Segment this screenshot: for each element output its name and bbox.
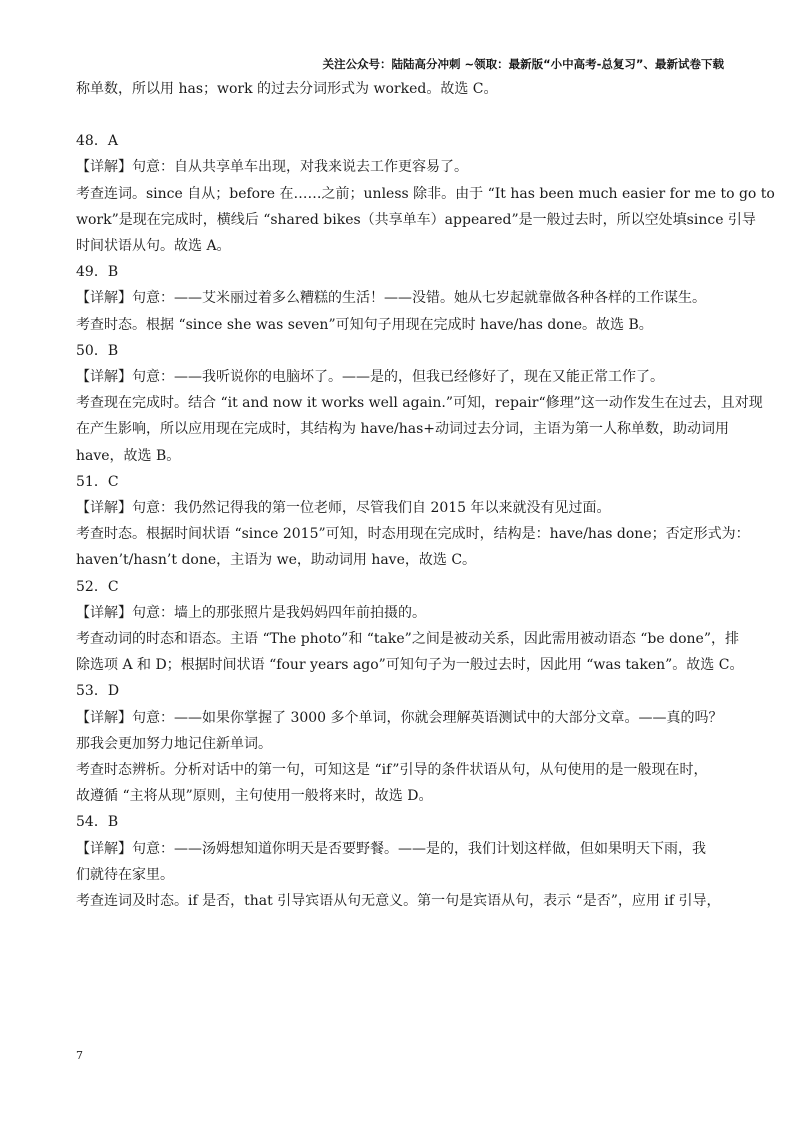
text-line: 考查时态。根据 “since she was seven”可知句子用现在完成时 have/has done。故选 B。 [76, 316, 653, 333]
text-line: 【详解】句意：——我听说你的电脑坏了。——是的，但我已经修好了，现在又能正常工作了。 [76, 369, 664, 386]
text-line: 故遵循 “主将从现”原则，主句使用一般将来时，故选 D。 [76, 788, 433, 805]
text-line: 考查连词。since 自从；before 在……之前；unless 除非。由于 “It has been much easier for me to go to [76, 185, 775, 202]
text-line: 【详解】句意：——如果你掌握了 3000 多个单词，你就会理解英语测试中的大部分文章。——真的吗？ [76, 709, 723, 726]
question-number: 51．C [76, 473, 119, 490]
page-header-banner: 关注公众号：陆陆高分冲刺 ~领取：最新版“小中高考-总复习”、最新试卷下载 [322, 57, 724, 71]
text-line: 时间状语从句。故选 A。 [76, 238, 231, 255]
text-line: 考查现在完成时。结合 “it and now it works well again.”可知，repair“修理”这一动作发生在过去，且对现 [76, 395, 763, 412]
text-line: 【详解】句意：我仍然记得我的第一位老师，尽管我们自 2015 年以来就没有见过面。 [76, 500, 611, 517]
question-number: 52．C [76, 578, 119, 595]
text-line: 【详解】句意：——艾米丽过着多么糟糕的生活！——没错。她从七岁起就靠做各种各样的工作谋生。 [76, 290, 706, 307]
text-line: 【详解】句意：自从共享单车出现，对我来说去工作更容易了。 [76, 159, 468, 176]
answer-explanations [76, 76, 775, 914]
question-number: 53．D [76, 683, 120, 700]
text-line: 【详解】句意：墙上的那张照片是我妈妈四年前拍摄的。 [76, 604, 426, 621]
text-line: 那我会更加努力地记住新单词。 [76, 735, 272, 752]
text-line: 们就待在家里。 [76, 866, 174, 883]
question-number: 54．B [76, 814, 119, 831]
paragraph-gap [76, 102, 726, 128]
text-line: 考查时态辨析。分析对话中的第一句，可知这是 “if”引导的条件状语从句，从句使用的是一般现在时， [76, 762, 708, 779]
text-line: work”是现在完成时，横线后 “shared bikes（共享单车）appeared”是一般过去时，所以空处填since 引导 [76, 211, 756, 228]
text-line: 称单数，所以用 has；work 的过去分词形式为 worked。故选 C。 [76, 81, 498, 97]
text-line: 考查连词及时态。if 是否，that 引导宾语从句无意义。第一句是宾语从句，表示 “是否”，应用 if 引导， [76, 893, 721, 910]
question-number: 50．B [76, 342, 119, 359]
text-line: have，故选 B。 [76, 447, 181, 464]
text-line: 考查时态。根据时间状语 “since 2015”可知，时态用现在完成时，结构是：have/has done；否定形式为： [76, 526, 750, 543]
text-line: 【详解】句意：——汤姆想知道你明天是否要野餐。——是的，我们计划这样做，但如果明天下雨，我 [76, 840, 706, 857]
text-line: 在产生影响，所以应用现在完成时，其结构为 have/has+动词过去分词，主语为第一人称单数，助动词用 [76, 421, 730, 438]
question-number: 49．B [76, 264, 119, 281]
page-number: 7 [76, 1049, 83, 1062]
question-number: 48．A [76, 133, 118, 150]
text-line: 除选项 A 和 D；根据时间状语 “four years ago”可知句子为一般过去时，因此用 “was taken”。故选 C。 [76, 657, 744, 674]
text-line: 考查动词的时态和语态。主语 “The photo”和 “take”之间是被动关系，因此需用被动语态 “be done”，排 [76, 631, 739, 648]
text-line: haven’t/hasn’t done，主语为 we，助动词用 have，故选 C。 [76, 552, 477, 569]
